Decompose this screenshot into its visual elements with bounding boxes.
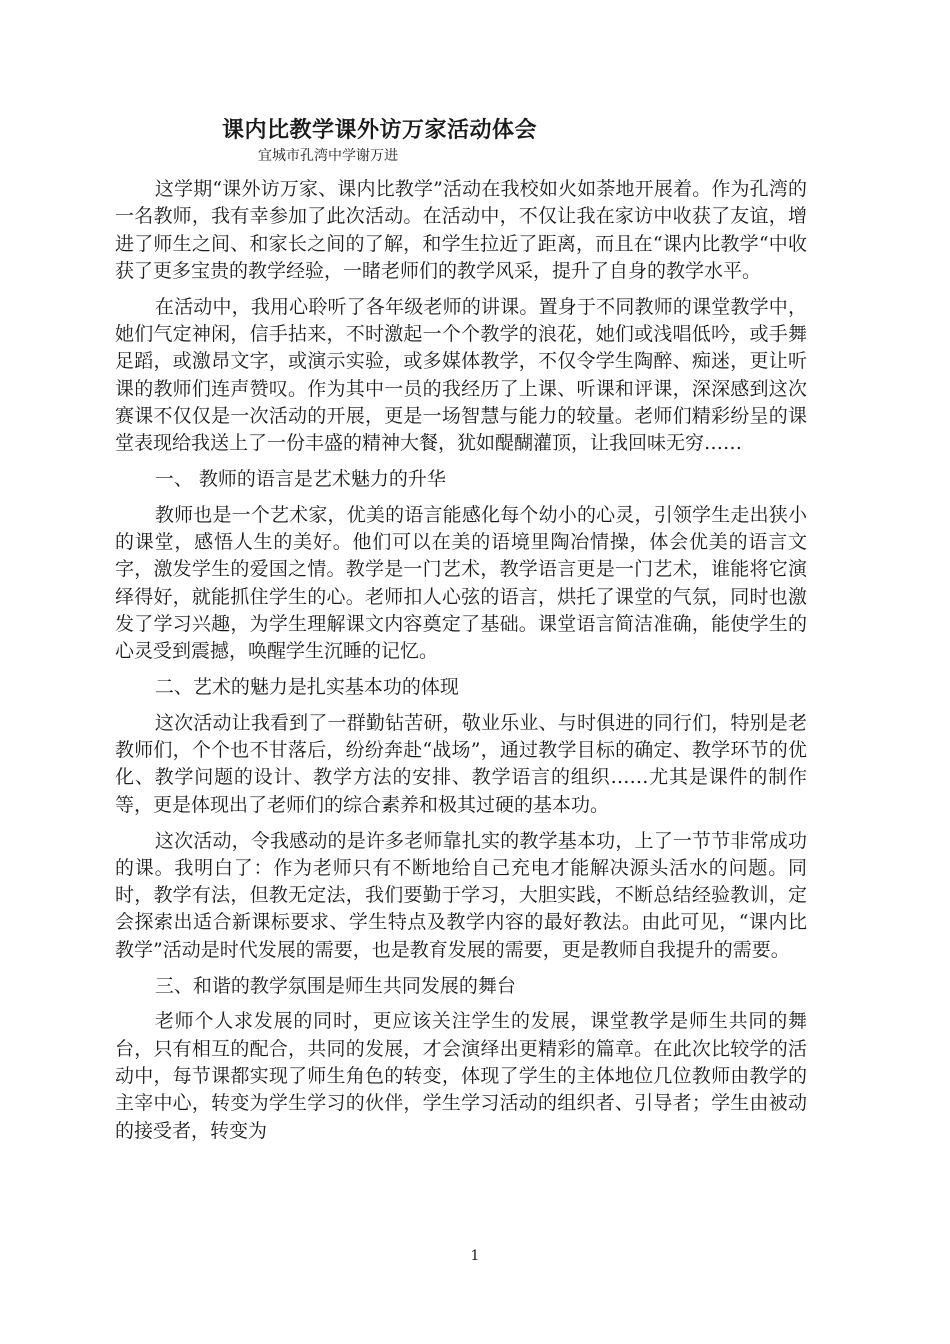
page-number: 1 bbox=[470, 1248, 480, 1264]
document-body bbox=[115, 176, 807, 1153]
document-title: 课内比教学课外访万家活动体会 bbox=[222, 118, 538, 143]
document-author: 宜城市孔湾中学谢万进 bbox=[258, 148, 398, 164]
paragraph: 这次活动让我看到了一群勤钻苦研，敬业乐业、与时俱进的同行们，特别是老教师们，个个也不甘落后，纷纷奔赴“战场”，通过教学目标的确定、教学环节的优化、教学问题的设计、教学方法的安排、教学语言的组织……尤其是课件的制作等，更是体现出了老师们的综合素养和极其过硬的基本功。 bbox=[115, 711, 807, 816]
section-heading: 二、艺术的魅力是扎实基本功的体现 bbox=[154, 676, 459, 699]
paragraph: 老师个人求发展的同时，更应该关注学生的发展，课堂教学是师生共同的舞台，只有相互的配合，共同的发展，才会演绎出更精彩的篇章。在此次比较学的活动中，每节课都实现了师生角色的转变，体现了学生的主体地位几位教师由教学的主宰中心，转变为学生学习的伙伴，学生学习活动的组织者、引导者；学生由被动的接受者，转变为 bbox=[115, 1010, 807, 1142]
section-heading: 一、 教师的语言是艺术魅力的升华 bbox=[154, 467, 446, 490]
paragraph: 这次活动，令我感动的是许多老师靠扎实的教学基本功，上了一节节非常成功的课。我明白了：作为老师只有不断地给自己充电才能解决源头活水的问题。同时，教学有法，但教无定法，我们要勤于学习，大胆实践，不断总结经验教训，定会探索出适合新课标要求、学生特点及教学内容的最好教法。由此可见，“课内比教学”活动是时代发展的需要，也是教育发展的需要，更是教师自我提升的需要。 bbox=[115, 829, 807, 961]
paragraph: 教师也是一个艺术家，优美的语言能感化每个幼小的心灵，引领学生走出狭小的课堂，感悟人生的美好。他们可以在美的语境里陶冶情操，体会优美的语言文字，激发学生的爱国之情。教学是一门艺术，教学语言更是一门艺术，谁能将它演绎得好，就能抓住学生的心。老师扣人心弦的语言，烘托了课堂的气氛，同时也激发了学习兴趣，为学生理解课文内容奠定了基础。课堂语言简洁准确，能使学生的心灵受到震撼，唤醒学生沉睡的记忆。 bbox=[115, 503, 807, 663]
paragraph: 这学期“课外访万家、课内比教学”活动在我校如火如荼地开展着。作为孔湾的一名教师，我有幸参加了此次活动。在活动中，不仅让我在家访中收获了友谊，增进了师生之间、和家长之间的了解，和学生拉近了距离，而且在“课内比教学“中收获了更多宝贵的教学经验，一睹老师们的教学风采，提升了自身的教学水平。 bbox=[115, 178, 807, 282]
section-heading: 三、和谐的教学氛围是师生共同发展的舞台 bbox=[154, 974, 516, 997]
paragraph: 在活动中，我用心聆听了各年级老师的讲课。置身于不同教师的课堂教学中，她们气定神闲，信手拈来，不时激起一个个教学的浪花，她们或浅唱低吟，或手舞足蹈，或激昂文字，或演示实验，或多媒体教学，不仅令学生陶醉、痴迷，更让听课的教师们连声赞叹。作为其中一员的我经历了上课、听课和评课，深深感到这次赛课不仅仅是一次活动的开展，更是一场智慧与能力的较量。老师们精彩纷呈的课堂表现给我送上了一份丰盛的精神大餐，犹如醍醐灌顶，让我回味无穷…… bbox=[115, 295, 807, 455]
